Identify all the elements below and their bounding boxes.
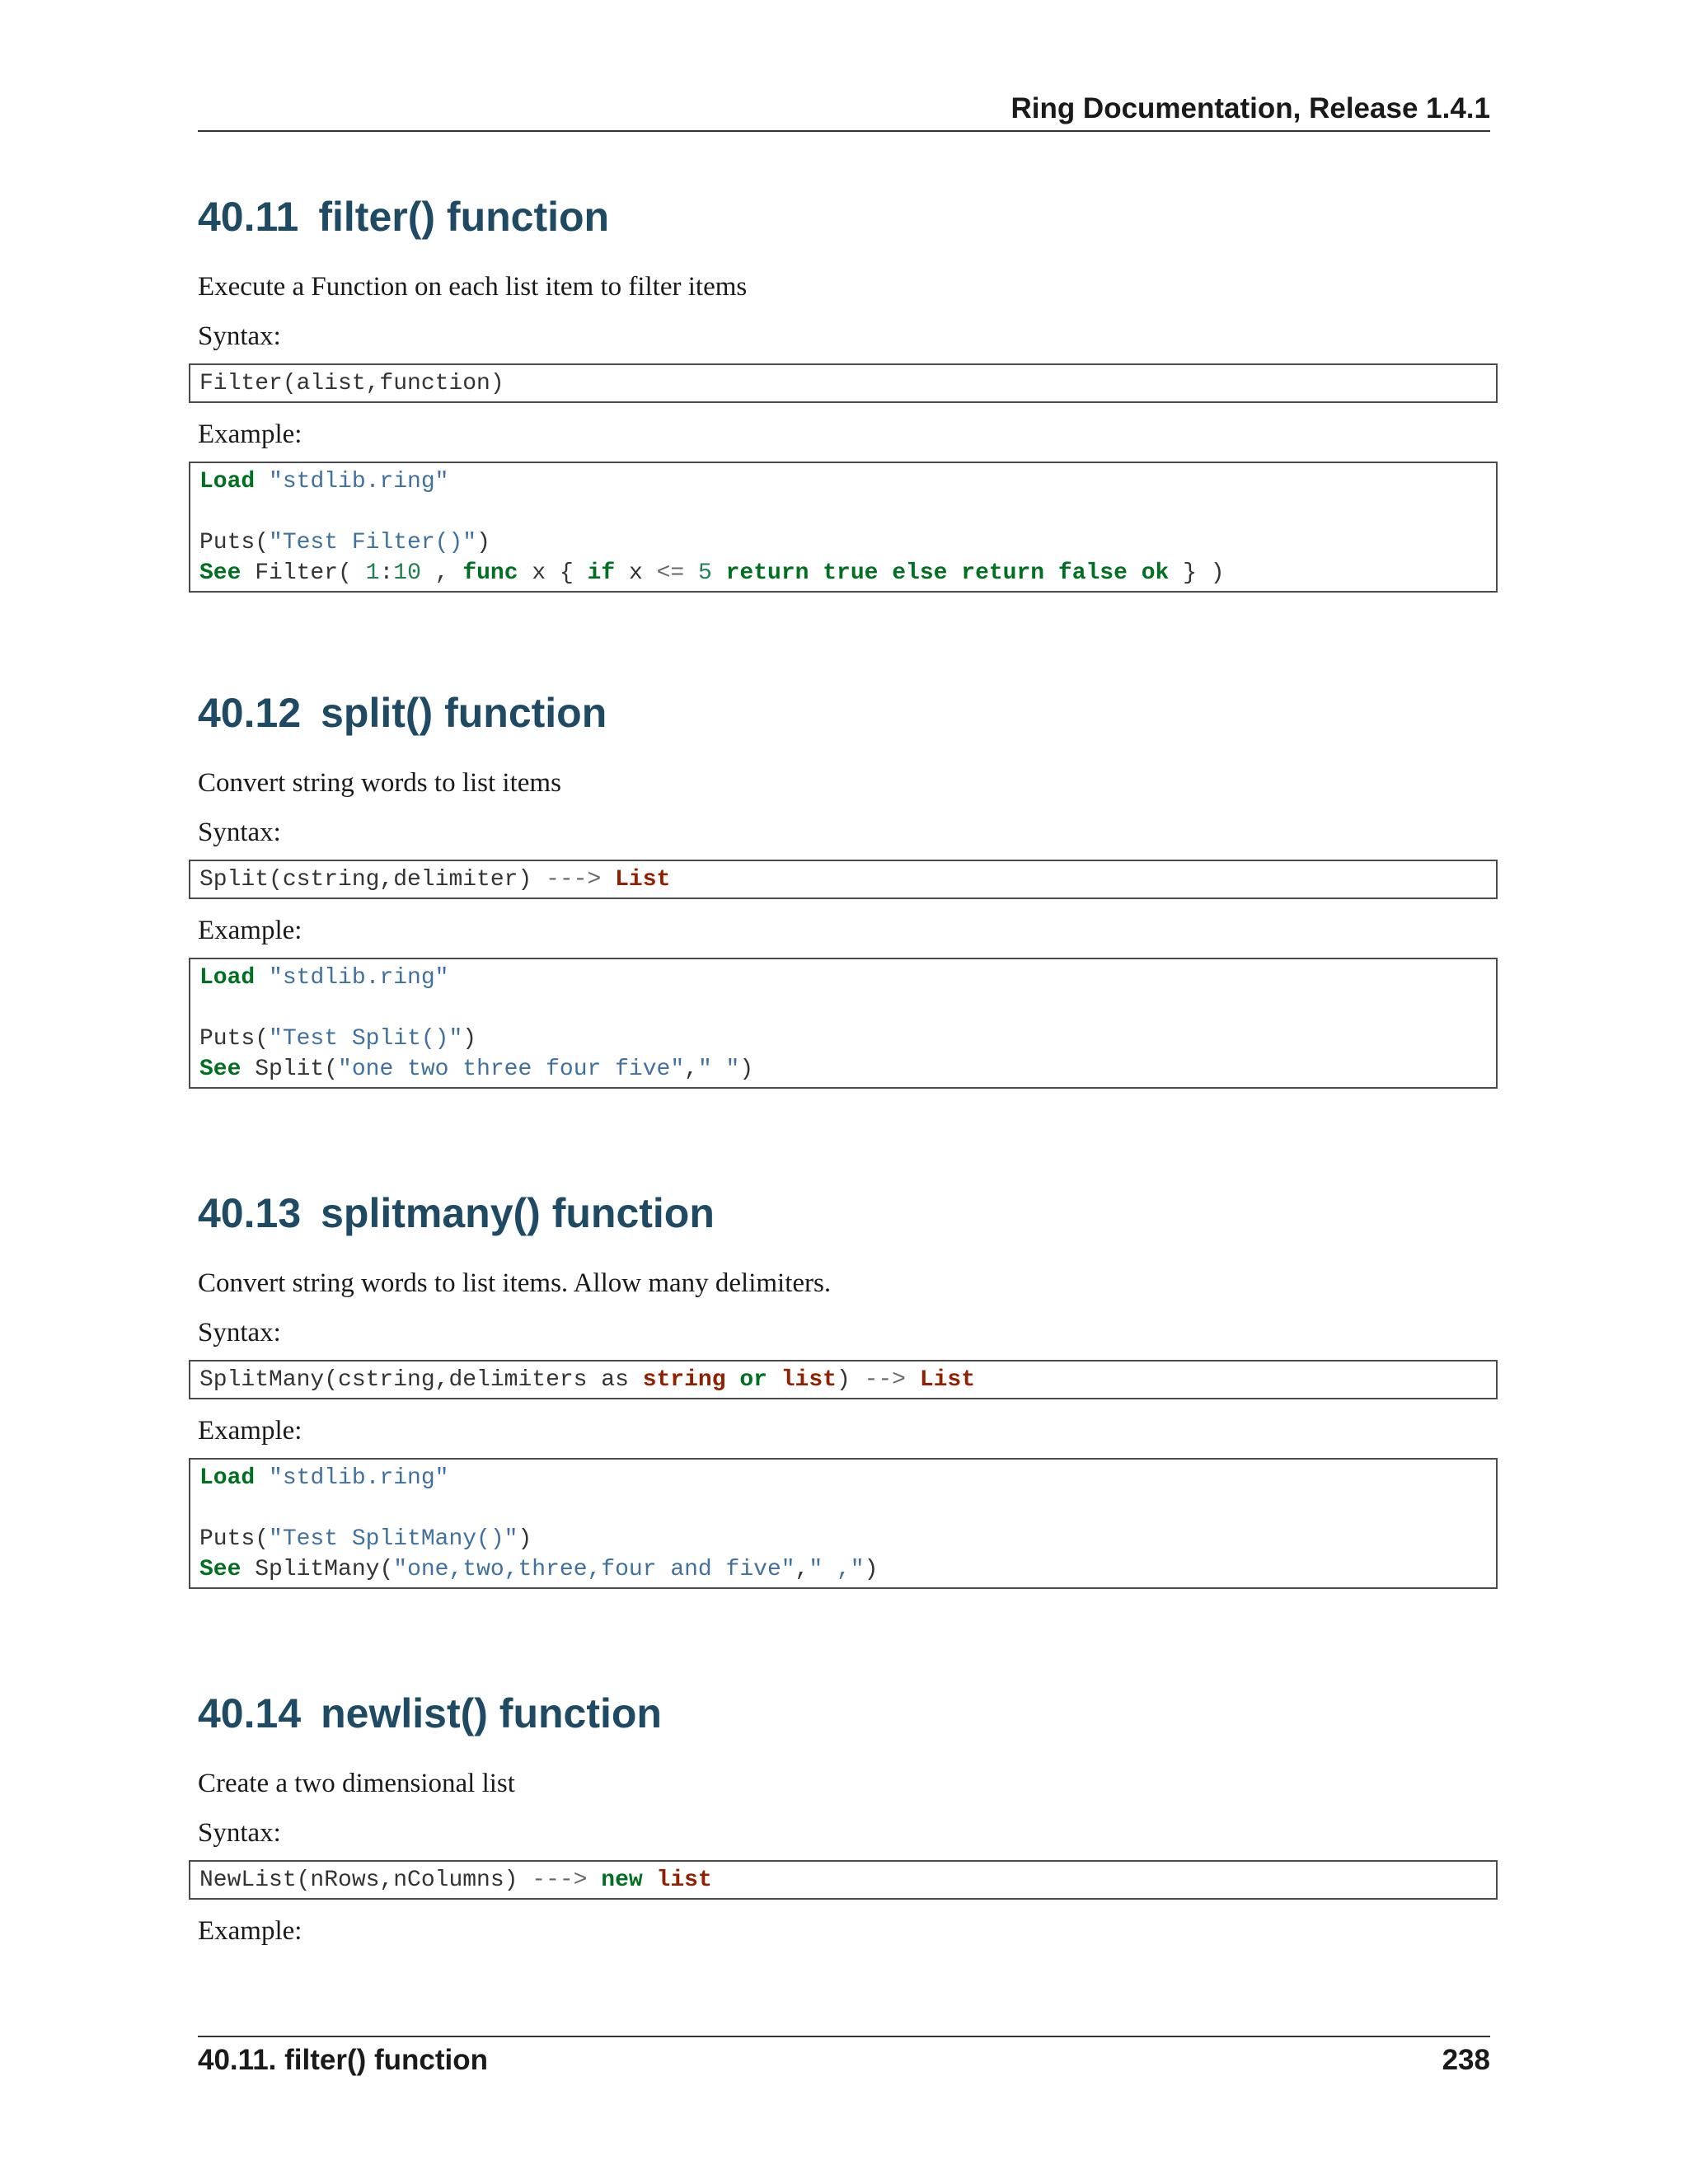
- example-label: Example:: [198, 1416, 302, 1446]
- section-title: splitmany() function: [321, 1190, 715, 1236]
- code-token: "Test Split()": [269, 1026, 463, 1052]
- code-token: Load: [199, 965, 256, 991]
- code-token: "Test Filter()": [269, 530, 477, 555]
- code-token: --->: [546, 867, 602, 893]
- code-line: [199, 558, 1488, 588]
- syntax-label: Syntax:: [198, 818, 281, 847]
- code-token: [255, 1465, 269, 1491]
- code-token: "stdlib.ring": [269, 965, 449, 991]
- code-token: Split(: [241, 1057, 339, 1082]
- code-token: [726, 1367, 740, 1393]
- code-token: if: [587, 560, 616, 586]
- code-token: [587, 1868, 601, 1893]
- code-token: ,: [795, 1557, 809, 1582]
- section-number: 40.11: [198, 194, 299, 240]
- syntax-code-block: [189, 860, 1498, 899]
- code-line: [199, 497, 1488, 527]
- code-token: or: [739, 1367, 767, 1393]
- code-token: Puts(: [199, 530, 270, 555]
- code-token: x {: [518, 560, 588, 586]
- code-token: x: [615, 560, 657, 586]
- code-token: -->: [864, 1367, 906, 1393]
- section-number: 40.12: [198, 690, 302, 736]
- section-number: 40.14: [198, 1690, 302, 1736]
- code-token: "stdlib.ring": [269, 1465, 449, 1491]
- code-line: [199, 1865, 1488, 1896]
- footer-section-title: 40.11. filter() function: [198, 2044, 488, 2076]
- section-description: Convert string words to list items. Allow many delimiters.: [198, 1268, 832, 1298]
- code-token: [601, 867, 615, 893]
- code-line: [199, 466, 1488, 497]
- code-token: ): [476, 530, 490, 555]
- section-number: 40.13: [198, 1190, 302, 1236]
- code-token: See: [199, 1557, 241, 1582]
- code-token: NewList(nRows,nColumns): [199, 1868, 532, 1893]
- code-token: See: [199, 560, 241, 586]
- syntax-code-block: [189, 1360, 1498, 1399]
- code-token: [712, 560, 726, 586]
- code-token: --->: [532, 1868, 588, 1893]
- code-token: list: [781, 1367, 837, 1393]
- header-rule: [198, 130, 1490, 132]
- code-token: See: [199, 1057, 241, 1082]
- code-token: 5: [698, 560, 712, 586]
- section-description: Execute a Function on each list item to filter items: [198, 272, 748, 302]
- code-token: Load: [199, 469, 256, 494]
- syntax-label: Syntax:: [198, 321, 281, 351]
- section-title: filter() function: [318, 194, 610, 240]
- code-token: ,: [684, 1057, 698, 1082]
- syntax-code-block: [189, 363, 1498, 403]
- code-line: [199, 1493, 1488, 1524]
- code-token: [684, 560, 698, 586]
- code-line: [199, 368, 1488, 399]
- example-code-block: [189, 462, 1498, 593]
- code-line: [199, 527, 1488, 558]
- code-token: Filter(: [241, 560, 366, 586]
- footer-rule: [198, 2036, 1490, 2037]
- code-line: [199, 993, 1488, 1024]
- code-token: "one two three four five": [338, 1057, 685, 1082]
- code-token: "stdlib.ring": [269, 469, 449, 494]
- code-line: [199, 963, 1488, 993]
- code-line: [199, 1554, 1488, 1585]
- code-token: [255, 965, 269, 991]
- section-filter: [198, 188, 1500, 593]
- syntax-label: Syntax:: [198, 1818, 281, 1848]
- example-label: Example:: [198, 419, 302, 449]
- code-token: ): [836, 1367, 865, 1393]
- code-token: SplitMany(: [241, 1557, 394, 1582]
- code-token: Split(cstring,delimiter): [199, 867, 546, 893]
- code-token: 1: [365, 560, 380, 586]
- example-code-block: [189, 958, 1498, 1089]
- section-splitmany: [198, 1184, 1500, 1589]
- section-title: newlist() function: [321, 1690, 662, 1736]
- code-token: new: [601, 1868, 643, 1893]
- code-token: ): [739, 1057, 754, 1082]
- code-token: func: [462, 560, 518, 586]
- code-token: string: [642, 1367, 726, 1393]
- section-heading: [198, 188, 1500, 246]
- syntax-code-block: [189, 1860, 1498, 1900]
- code-token: "one,two,three,four and five": [393, 1557, 795, 1582]
- code-token: SplitMany(cstring,delimiters as: [199, 1367, 643, 1393]
- code-token: return true else return false ok: [725, 560, 1170, 586]
- section-heading: [198, 1184, 1500, 1242]
- example-label: Example:: [198, 916, 302, 945]
- example-label: Example:: [198, 1916, 302, 1946]
- code-line: [199, 1463, 1488, 1493]
- code-line: [199, 1024, 1488, 1054]
- code-line: [199, 865, 1488, 895]
- code-token: ): [462, 1026, 477, 1052]
- code-token: [906, 1367, 920, 1393]
- code-token: " ,": [809, 1557, 865, 1582]
- code-token: Puts(: [199, 1026, 270, 1052]
- code-token: :: [379, 560, 394, 586]
- section-heading: [198, 684, 1500, 742]
- syntax-label: Syntax:: [198, 1318, 281, 1347]
- page-number: 238: [1442, 2044, 1490, 2076]
- code-token: <=: [656, 560, 685, 586]
- page-header: Ring Documentation, Release 1.4.1: [1010, 92, 1490, 124]
- section-description: Convert string words to list items: [198, 768, 561, 798]
- code-line: [199, 1524, 1488, 1554]
- code-token: Filter(alist,function): [199, 371, 504, 396]
- code-token: [255, 469, 269, 494]
- code-token: Puts(: [199, 1526, 270, 1552]
- code-token: ): [518, 1526, 532, 1552]
- example-code-block: [189, 1458, 1498, 1589]
- code-line: [199, 1054, 1488, 1085]
- code-token: " ": [697, 1057, 740, 1082]
- code-token: [643, 1868, 657, 1893]
- code-token: List: [919, 1367, 976, 1393]
- code-token: "Test SplitMany()": [269, 1526, 518, 1552]
- code-token: List: [615, 867, 671, 893]
- code-token: [767, 1367, 781, 1393]
- code-token: ,: [420, 560, 463, 586]
- code-token: Load: [199, 1465, 256, 1491]
- code-token: ): [864, 1557, 879, 1582]
- code-token: 10: [393, 560, 421, 586]
- section-title: split() function: [321, 690, 607, 736]
- section-split: [198, 684, 1500, 1089]
- code-line: [199, 1365, 1488, 1395]
- section-description: Create a two dimensional list: [198, 1769, 515, 1798]
- code-token: list: [656, 1868, 712, 1893]
- section-heading: [198, 1685, 1500, 1742]
- section-newlist: [198, 1685, 1500, 1947]
- code-token: } ): [1169, 560, 1225, 586]
